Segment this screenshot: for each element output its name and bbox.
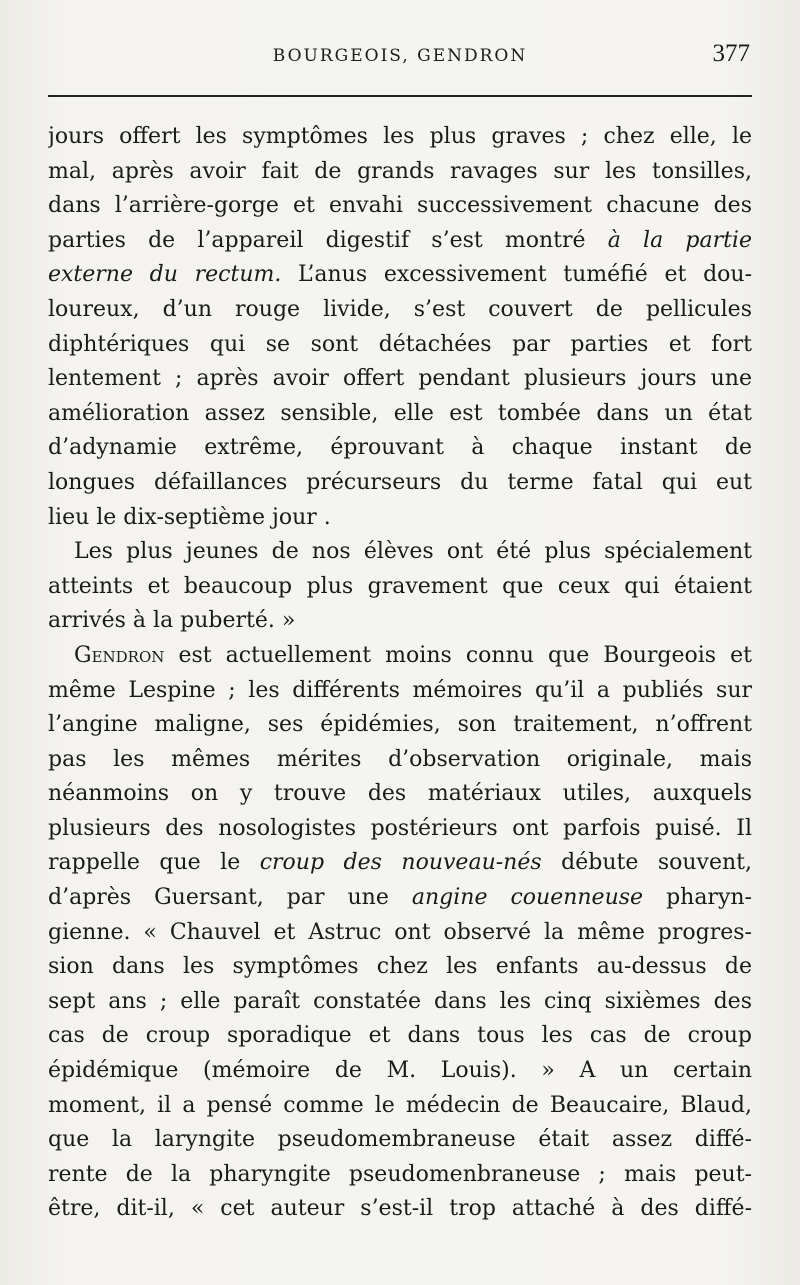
text-span: est actuellement moins connu que Bourgeois et	[164, 642, 752, 668]
text-span: gienne. « Chauvel et Astruc ont observé la même progres-	[48, 919, 752, 945]
text-span: que la laryngite pseudomembraneuse était assez diffé-	[48, 1127, 752, 1153]
text-line	[48, 570, 752, 605]
text-span: jours offert les symptômes les plus graves ; chez elle, le	[48, 124, 752, 149]
text-span: diphtériques qui se sont détachées par parties et fort	[48, 331, 752, 357]
text-line	[48, 397, 752, 432]
text-line	[48, 1192, 752, 1227]
text-line	[48, 466, 752, 501]
text-span: cas de croup sporadique et dans tous les cas de croup	[48, 1023, 752, 1049]
text-span: être, dit-il, « cet auteur s’est-il trop attaché à des diffé-	[48, 1196, 752, 1222]
text-span: atteints et beaucoup plus gravement que ceux qui étaient	[48, 573, 752, 599]
text-line	[48, 328, 752, 363]
text-span: même Lespine ; les différents mémoires qu’il a publiés sur	[48, 677, 752, 703]
text-line	[48, 743, 752, 778]
text-line	[48, 985, 752, 1020]
text-line	[48, 777, 752, 812]
text-span: L’anus excessivement tuméfié et dou-	[281, 262, 752, 288]
text-line	[48, 431, 752, 466]
text-line	[48, 1123, 752, 1158]
text-line	[48, 950, 752, 985]
text-span: plusieurs des nosologistes postérieurs ont parfois puisé. Il	[48, 815, 752, 841]
text-span: mal, après avoir fait de grands ravages sur les tonsilles,	[48, 158, 752, 184]
text-line	[48, 120, 752, 155]
text-span: sept ans ; elle paraît constatée dans les cinq sixièmes des	[48, 988, 752, 1014]
text-span: dans l’arrière-gorge et envahi successivement chacune des	[48, 193, 752, 219]
text-line	[48, 881, 752, 916]
italic-text: croup des nouveau-nés	[259, 850, 542, 876]
text-line	[48, 708, 752, 743]
small-caps-text: Gendron	[74, 642, 165, 668]
text-span: rente de la pharyngite pseudomenbraneuse ; mais peut-	[48, 1161, 752, 1187]
text-line	[48, 224, 752, 259]
text-line	[48, 1054, 752, 1089]
text-line	[48, 1019, 752, 1054]
text-span: arrivés à la puberté. »	[48, 608, 296, 634]
text-line	[48, 155, 752, 190]
page-header	[48, 40, 752, 80]
text-span: loureux, d’un rouge livide, s’est couvert de pellicules	[48, 296, 752, 322]
text-span: Les plus jeunes de nos élèves ont été plus spécialement	[74, 539, 752, 565]
text-line	[48, 535, 752, 570]
text-span: parties de l’appareil digestif s’est montré	[48, 227, 608, 253]
page-number: 377	[712, 40, 750, 67]
text-span: lentement ; après avoir offert pendant plusieurs jours une	[48, 366, 752, 392]
text-line	[48, 1089, 752, 1124]
header-rule	[48, 95, 752, 97]
text-line	[48, 846, 752, 881]
text-line	[48, 916, 752, 951]
text-span: longues défaillances précurseurs du terme fatal qui eut	[48, 469, 752, 495]
text-span: pas les mêmes mérites d’observation originale, mais	[48, 746, 752, 772]
text-span: épidémique (mémoire de M. Louis). » A un certain	[48, 1058, 752, 1084]
text-line	[48, 293, 752, 328]
text-span: sion dans les symptômes chez les enfants au-dessus de	[48, 954, 752, 980]
body-text	[48, 120, 752, 1227]
text-line	[48, 1158, 752, 1193]
text-line	[48, 258, 752, 293]
text-line	[48, 604, 752, 639]
text-line	[48, 362, 752, 397]
italic-text: à la partie	[607, 227, 752, 253]
italic-text: externe du rectum.	[48, 262, 282, 288]
text-span: d’adynamie extrême, éprouvant à chaque instant de	[48, 435, 752, 461]
text-span: pharyn-	[643, 885, 752, 911]
text-span: d’après Guersant, par une	[48, 885, 412, 911]
text-line	[48, 674, 752, 709]
text-line	[48, 189, 752, 224]
running-title: BOURGEOIS, GENDRON	[272, 46, 528, 66]
text-span: rappelle que le	[48, 850, 260, 876]
text-span: débute souvent,	[541, 850, 752, 876]
text-line	[48, 501, 752, 536]
text-span: moment, il a pensé comme le médecin de Beaucaire, Blaud,	[48, 1092, 752, 1118]
text-span: lieu le dix-septième jour .	[48, 504, 331, 530]
text-span: amélioration assez sensible, elle est tombée dans un état	[48, 400, 752, 426]
text-line	[48, 812, 752, 847]
text-line	[48, 639, 752, 674]
text-span: l’angine maligne, ses épidémies, son traitement, n’offrent	[48, 712, 752, 738]
italic-text: angine couenneuse	[411, 885, 644, 911]
text-span: néanmoins on y trouve des matériaux utiles, auxquels	[48, 781, 752, 807]
